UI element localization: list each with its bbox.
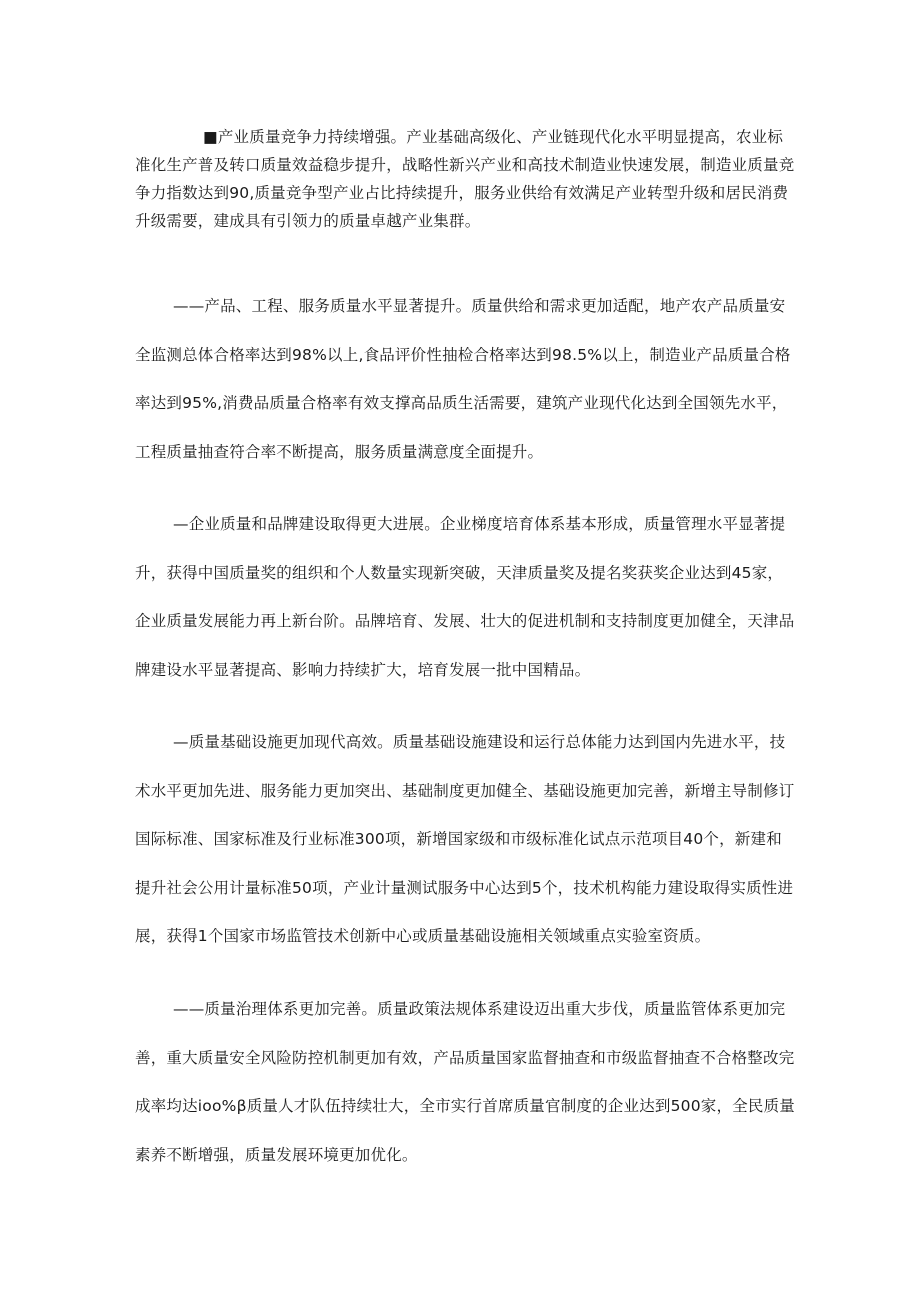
paragraph-quality-infrastructure: —质量基础设施更加现代高效。质量基础设施建设和运行总体能力达到国内先进水平，技术水平更加先进、服务能力更加突出、基础制度更加健全、基础设施更加完善，新增主导制修订国际标准、国家标准及行业标准300项，新增国家级和市级标准化试点示范项目40个，新建和提升社会公用计量标准50项，产业计量测试服务中心达到5个，技术机构能力建设取得实质性进展，获得1个国家市场监管技术创新中心或质量基础设施相关领域重点实验室资质。 — [135, 733, 795, 945]
paragraph-product-engineering-service: ——产品、工程、服务质量水平显著提升。质量供给和需求更加适配，地产农产品质量安全监测总体合格率达到98%以上,食品评价性抽检合格率达到98.5%以上，制造业产品质量合格率达到95%,消费品质量合格率有效支撑高品质生活需要，建筑产业现代化达到全国领先水平，工程质量抽查符合率不断提高，服务质量满意度全面提升。 — [135, 297, 791, 461]
paragraph-quality-governance: ——质量治理体系更加完善。质量政策法规体系建设迈出重大步伐，质量监管体系更加完善，重大质量安全风险防控机制更加有效，产品质量国家监督抽查和市级监督抽查不合格整改完成率均达ioo%β质量人才队伍持续壮大，全市实行首席质量官制度的企业达到500家，全民质量素养不断增强，质量发展环境更加优化。 — [135, 1000, 795, 1164]
paragraph-industry-quality: ■产业质量竞争力持续增强。产业基础高级化、产业链现代化水平明显提高，农业标准化生产普及转口质量效益稳步提升，战略性新兴产业和高技术制造业快速发展，制造业质量竞争力指数达到90,质量竞争型产业占比持续提升，服务业供给有效满足产业转型升级和居民消费升级需要，建成具有引领力的质量卓越产业集群。 — [135, 128, 795, 230]
paragraph-enterprise-brand: —企业质量和品牌建设取得更大进展。企业梯度培育体系基本形成，质量管理水平显著提升，获得中国质量奖的组织和个人数量实现新突破，天津质量奖及提名奖获奖企业达到45家，企业质量发展能力再上新台阶。品牌培育、发展、壮大的促进机制和支持制度更加健全，天津品牌建设水平显著提高、影响力持续扩大，培育发展一批中国精品。 — [135, 515, 795, 679]
